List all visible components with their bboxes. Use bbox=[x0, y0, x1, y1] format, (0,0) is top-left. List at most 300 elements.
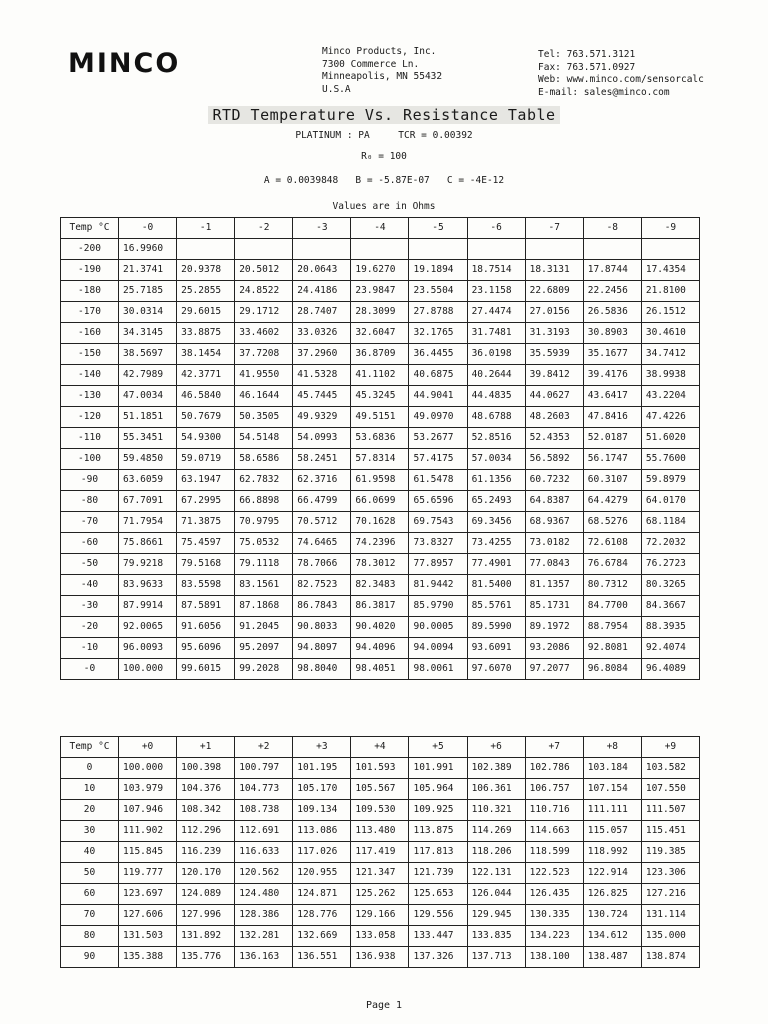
temperature-cell: -200 bbox=[61, 239, 119, 260]
resistance-cell: 121.739 bbox=[409, 863, 467, 884]
temperature-cell: -10 bbox=[61, 638, 119, 659]
resistance-cell: 81.1357 bbox=[525, 575, 583, 596]
resistance-cell: 21.8100 bbox=[641, 281, 699, 302]
column-header-temp: Temp °C bbox=[61, 218, 119, 239]
resistance-cell: 127.996 bbox=[177, 905, 235, 926]
resistance-cell: 107.946 bbox=[119, 800, 177, 821]
resistance-cell: 70.9795 bbox=[235, 512, 293, 533]
resistance-cell: 124.871 bbox=[293, 884, 351, 905]
temperature-cell: 10 bbox=[61, 779, 119, 800]
resistance-cell: 73.0182 bbox=[525, 533, 583, 554]
temperature-cell: -90 bbox=[61, 470, 119, 491]
resistance-cell: 33.8875 bbox=[177, 323, 235, 344]
temperature-cell: -60 bbox=[61, 533, 119, 554]
resistance-cell: 103.582 bbox=[641, 758, 699, 779]
resistance-cell: 78.3012 bbox=[351, 554, 409, 575]
resistance-cell: 43.2204 bbox=[641, 386, 699, 407]
resistance-cell: 93.6091 bbox=[467, 638, 525, 659]
resistance-cell: 112.296 bbox=[177, 821, 235, 842]
resistance-cell: 44.4835 bbox=[467, 386, 525, 407]
temperature-cell: 40 bbox=[61, 842, 119, 863]
column-header: -5 bbox=[409, 218, 467, 239]
resistance-cell: 51.1851 bbox=[119, 407, 177, 428]
resistance-cell: 23.9847 bbox=[351, 281, 409, 302]
temperature-cell: -100 bbox=[61, 449, 119, 470]
resistance-cell: 68.9367 bbox=[525, 512, 583, 533]
contact-email: E-mail: sales@minco.com bbox=[538, 86, 670, 98]
resistance-cell: 77.4901 bbox=[467, 554, 525, 575]
temperature-cell: -180 bbox=[61, 281, 119, 302]
resistance-cell: 17.4354 bbox=[641, 260, 699, 281]
resistance-cell: 122.914 bbox=[583, 863, 641, 884]
resistance-cell: 19.6270 bbox=[351, 260, 409, 281]
resistance-cell: 100.797 bbox=[235, 758, 293, 779]
resistance-cell: 123.306 bbox=[641, 863, 699, 884]
resistance-cell: 78.7066 bbox=[293, 554, 351, 575]
resistance-cell bbox=[351, 239, 409, 260]
resistance-cell: 40.6875 bbox=[409, 365, 467, 386]
minco-logo: MINCO bbox=[68, 48, 181, 79]
resistance-cell: 61.1356 bbox=[467, 470, 525, 491]
resistance-cell: 105.567 bbox=[351, 779, 409, 800]
resistance-cell: 60.7232 bbox=[525, 470, 583, 491]
column-header: -0 bbox=[119, 218, 177, 239]
table-row bbox=[61, 575, 700, 596]
resistance-cell: 79.9218 bbox=[119, 554, 177, 575]
resistance-cell: 114.269 bbox=[467, 821, 525, 842]
resistance-cell: 21.3741 bbox=[119, 260, 177, 281]
column-header: +2 bbox=[235, 737, 293, 758]
temperature-cell: -80 bbox=[61, 491, 119, 512]
temperature-cell: 50 bbox=[61, 863, 119, 884]
contact-fax: Fax: 763.571.0927 bbox=[538, 61, 636, 73]
table-row bbox=[61, 947, 700, 968]
resistance-cell: 109.134 bbox=[293, 800, 351, 821]
resistance-cell: 28.7407 bbox=[293, 302, 351, 323]
resistance-cell: 85.5761 bbox=[467, 596, 525, 617]
resistance-cell: 19.1894 bbox=[409, 260, 467, 281]
table-row bbox=[61, 596, 700, 617]
contact-phone: Tel: 763.571.3121 bbox=[538, 49, 636, 60]
resistance-cell: 94.8097 bbox=[293, 638, 351, 659]
table-row bbox=[61, 617, 700, 638]
resistance-cell: 118.206 bbox=[467, 842, 525, 863]
resistance-cell: 105.964 bbox=[409, 779, 467, 800]
resistance-cell: 74.6465 bbox=[293, 533, 351, 554]
table-row bbox=[61, 470, 700, 491]
resistance-cell: 58.6586 bbox=[235, 449, 293, 470]
resistance-cell: 67.7091 bbox=[119, 491, 177, 512]
temperature-cell: 30 bbox=[61, 821, 119, 842]
resistance-cell: 102.389 bbox=[467, 758, 525, 779]
resistance-cell: 83.1561 bbox=[235, 575, 293, 596]
resistance-cell: 116.239 bbox=[177, 842, 235, 863]
resistance-cell: 28.3099 bbox=[351, 302, 409, 323]
resistance-cell: 27.8788 bbox=[409, 302, 467, 323]
resistance-cell: 133.447 bbox=[409, 926, 467, 947]
column-header: -9 bbox=[641, 218, 699, 239]
resistance-cell: 107.550 bbox=[641, 779, 699, 800]
resistance-cell: 109.530 bbox=[351, 800, 409, 821]
resistance-cell: 22.6809 bbox=[525, 281, 583, 302]
resistance-cell: 62.7832 bbox=[235, 470, 293, 491]
resistance-cell: 20.0643 bbox=[293, 260, 351, 281]
resistance-cell: 137.713 bbox=[467, 947, 525, 968]
resistance-cell: 101.991 bbox=[409, 758, 467, 779]
table-header-row bbox=[61, 218, 700, 239]
table-row bbox=[61, 779, 700, 800]
table-row bbox=[61, 842, 700, 863]
resistance-cell: 51.6020 bbox=[641, 428, 699, 449]
resistance-cell: 81.5400 bbox=[467, 575, 525, 596]
resistance-cell: 84.3667 bbox=[641, 596, 699, 617]
resistance-cell: 35.1677 bbox=[583, 344, 641, 365]
resistance-cell: 82.7523 bbox=[293, 575, 351, 596]
resistance-cell: 30.4610 bbox=[641, 323, 699, 344]
resistance-cell: 66.8898 bbox=[235, 491, 293, 512]
resistance-cell: 57.0034 bbox=[467, 449, 525, 470]
resistance-cell: 64.0170 bbox=[641, 491, 699, 512]
resistance-cell: 122.523 bbox=[525, 863, 583, 884]
resistance-cell: 43.6417 bbox=[583, 386, 641, 407]
company-contact bbox=[538, 49, 704, 99]
column-header: -8 bbox=[583, 218, 641, 239]
table-row bbox=[61, 365, 700, 386]
column-header: -6 bbox=[467, 218, 525, 239]
resistance-cell: 133.058 bbox=[351, 926, 409, 947]
resistance-cell: 31.7481 bbox=[467, 323, 525, 344]
resistance-cell: 34.3145 bbox=[119, 323, 177, 344]
resistance-cell: 75.0532 bbox=[235, 533, 293, 554]
resistance-cell: 124.089 bbox=[177, 884, 235, 905]
resistance-cell: 41.1102 bbox=[351, 365, 409, 386]
resistance-cell: 135.388 bbox=[119, 947, 177, 968]
table-row bbox=[61, 659, 700, 680]
resistance-cell: 71.7954 bbox=[119, 512, 177, 533]
column-header: -2 bbox=[235, 218, 293, 239]
resistance-cell: 24.4186 bbox=[293, 281, 351, 302]
temperature-cell: -110 bbox=[61, 428, 119, 449]
resistance-cell: 59.8979 bbox=[641, 470, 699, 491]
resistance-cell: 24.8522 bbox=[235, 281, 293, 302]
resistance-cell: 129.945 bbox=[467, 905, 525, 926]
resistance-cell: 20.9378 bbox=[177, 260, 235, 281]
resistance-cell: 102.786 bbox=[525, 758, 583, 779]
resistance-cell: 134.612 bbox=[583, 926, 641, 947]
resistance-cell: 38.1454 bbox=[177, 344, 235, 365]
resistance-cell: 29.6015 bbox=[177, 302, 235, 323]
column-header: +0 bbox=[119, 737, 177, 758]
resistance-cell: 115.845 bbox=[119, 842, 177, 863]
resistance-cell: 103.979 bbox=[119, 779, 177, 800]
resistance-cell: 35.5939 bbox=[525, 344, 583, 365]
resistance-cell: 126.435 bbox=[525, 884, 583, 905]
resistance-cell: 17.8744 bbox=[583, 260, 641, 281]
resistance-cell: 113.480 bbox=[351, 821, 409, 842]
resistance-cell: 131.503 bbox=[119, 926, 177, 947]
temperature-cell: 60 bbox=[61, 884, 119, 905]
resistance-cell: 52.4353 bbox=[525, 428, 583, 449]
resistance-cell: 54.9300 bbox=[177, 428, 235, 449]
resistance-cell: 88.3935 bbox=[641, 617, 699, 638]
resistance-cell: 73.8327 bbox=[409, 533, 467, 554]
resistance-cell: 77.8957 bbox=[409, 554, 467, 575]
resistance-cell: 136.938 bbox=[351, 947, 409, 968]
resistance-cell: 113.875 bbox=[409, 821, 467, 842]
resistance-cell: 117.419 bbox=[351, 842, 409, 863]
temperature-cell: -30 bbox=[61, 596, 119, 617]
resistance-cell: 92.4074 bbox=[641, 638, 699, 659]
table-row bbox=[61, 533, 700, 554]
resistance-cell: 96.4089 bbox=[641, 659, 699, 680]
resistance-cell: 138.100 bbox=[525, 947, 583, 968]
resistance-cell: 27.4474 bbox=[467, 302, 525, 323]
resistance-cell: 70.5712 bbox=[293, 512, 351, 533]
table-row bbox=[61, 386, 700, 407]
resistance-cell: 44.0627 bbox=[525, 386, 583, 407]
table-row bbox=[61, 491, 700, 512]
resistance-cell bbox=[177, 239, 235, 260]
resistance-cell: 30.0314 bbox=[119, 302, 177, 323]
resistance-cell: 18.3131 bbox=[525, 260, 583, 281]
resistance-cell: 41.9550 bbox=[235, 365, 293, 386]
resistance-cell: 44.9041 bbox=[409, 386, 467, 407]
temperature-cell: -50 bbox=[61, 554, 119, 575]
resistance-cell: 23.5504 bbox=[409, 281, 467, 302]
resistance-cell: 64.8387 bbox=[525, 491, 583, 512]
resistance-cell: 74.2396 bbox=[351, 533, 409, 554]
resistance-cell: 39.4176 bbox=[583, 365, 641, 386]
resistance-cell: 110.716 bbox=[525, 800, 583, 821]
resistance-cell: 46.5840 bbox=[177, 386, 235, 407]
resistance-cell: 90.8033 bbox=[293, 617, 351, 638]
table-row bbox=[61, 260, 700, 281]
resistance-cell: 38.9938 bbox=[641, 365, 699, 386]
resistance-cell: 138.487 bbox=[583, 947, 641, 968]
resistance-cell: 61.9598 bbox=[351, 470, 409, 491]
resistance-cell: 135.000 bbox=[641, 926, 699, 947]
resistance-cell bbox=[293, 239, 351, 260]
resistance-cell: 42.7989 bbox=[119, 365, 177, 386]
resistance-cell: 47.4226 bbox=[641, 407, 699, 428]
resistance-cell: 61.5478 bbox=[409, 470, 467, 491]
table-row bbox=[61, 926, 700, 947]
resistance-cell: 72.2032 bbox=[641, 533, 699, 554]
resistance-cell: 117.813 bbox=[409, 842, 467, 863]
temperature-cell: -40 bbox=[61, 575, 119, 596]
resistance-cell: 46.1644 bbox=[235, 386, 293, 407]
resistance-cell: 134.223 bbox=[525, 926, 583, 947]
resistance-cell bbox=[409, 239, 467, 260]
resistance-cell: 40.2644 bbox=[467, 365, 525, 386]
resistance-cell: 77.0843 bbox=[525, 554, 583, 575]
temperature-cell: -140 bbox=[61, 365, 119, 386]
resistance-cell: 92.8081 bbox=[583, 638, 641, 659]
resistance-cell: 101.593 bbox=[351, 758, 409, 779]
resistance-cell: 87.9914 bbox=[119, 596, 177, 617]
resistance-cell: 88.7954 bbox=[583, 617, 641, 638]
resistance-cell bbox=[467, 239, 525, 260]
resistance-cell: 119.385 bbox=[641, 842, 699, 863]
resistance-cell: 100.000 bbox=[119, 758, 177, 779]
table-row bbox=[61, 512, 700, 533]
resistance-cell: 41.5328 bbox=[293, 365, 351, 386]
resistance-cell: 62.3716 bbox=[293, 470, 351, 491]
platinum-tcr-line: PLATINUM : PA TCR = 0.00392 bbox=[295, 130, 473, 141]
resistance-cell: 106.757 bbox=[525, 779, 583, 800]
temperature-cell: -130 bbox=[61, 386, 119, 407]
resistance-cell: 22.2456 bbox=[583, 281, 641, 302]
resistance-cell: 37.2960 bbox=[293, 344, 351, 365]
resistance-cell: 52.0187 bbox=[583, 428, 641, 449]
resistance-cell: 84.7700 bbox=[583, 596, 641, 617]
resistance-cell: 96.8084 bbox=[583, 659, 641, 680]
resistance-cell: 111.902 bbox=[119, 821, 177, 842]
resistance-cell: 135.776 bbox=[177, 947, 235, 968]
resistance-cell: 96.0093 bbox=[119, 638, 177, 659]
table-row bbox=[61, 302, 700, 323]
resistance-cell: 49.5151 bbox=[351, 407, 409, 428]
resistance-cell: 104.376 bbox=[177, 779, 235, 800]
resistance-cell: 32.1765 bbox=[409, 323, 467, 344]
resistance-cell: 60.3107 bbox=[583, 470, 641, 491]
resistance-cell: 115.451 bbox=[641, 821, 699, 842]
resistance-cell: 103.184 bbox=[583, 758, 641, 779]
negative-temperature-table bbox=[60, 217, 700, 680]
temperature-cell: 0 bbox=[61, 758, 119, 779]
resistance-cell: 86.7843 bbox=[293, 596, 351, 617]
column-header: -4 bbox=[351, 218, 409, 239]
resistance-cell: 111.111 bbox=[583, 800, 641, 821]
resistance-cell: 126.044 bbox=[467, 884, 525, 905]
resistance-cell: 91.6056 bbox=[177, 617, 235, 638]
resistance-cell: 129.556 bbox=[409, 905, 467, 926]
resistance-cell: 92.0065 bbox=[119, 617, 177, 638]
temperature-cell: -120 bbox=[61, 407, 119, 428]
resistance-cell: 23.1158 bbox=[467, 281, 525, 302]
resistance-cell: 80.7312 bbox=[583, 575, 641, 596]
resistance-cell: 90.4020 bbox=[351, 617, 409, 638]
table-header-row bbox=[61, 737, 700, 758]
resistance-cell: 18.7514 bbox=[467, 260, 525, 281]
resistance-cell: 25.7185 bbox=[119, 281, 177, 302]
resistance-cell: 124.480 bbox=[235, 884, 293, 905]
resistance-cell: 68.1184 bbox=[641, 512, 699, 533]
resistance-cell: 81.9442 bbox=[409, 575, 467, 596]
resistance-cell: 123.697 bbox=[119, 884, 177, 905]
table-row bbox=[61, 239, 700, 260]
resistance-cell: 91.2045 bbox=[235, 617, 293, 638]
resistance-cell: 64.4279 bbox=[583, 491, 641, 512]
column-header-temp: Temp °C bbox=[61, 737, 119, 758]
resistance-cell: 87.5891 bbox=[177, 596, 235, 617]
temperature-cell: 20 bbox=[61, 800, 119, 821]
resistance-cell: 132.281 bbox=[235, 926, 293, 947]
resistance-cell: 110.321 bbox=[467, 800, 525, 821]
resistance-cell: 128.386 bbox=[235, 905, 293, 926]
table-row bbox=[61, 863, 700, 884]
resistance-cell: 68.5276 bbox=[583, 512, 641, 533]
table-row bbox=[61, 554, 700, 575]
temperature-cell: 70 bbox=[61, 905, 119, 926]
resistance-cell: 57.8314 bbox=[351, 449, 409, 470]
resistance-cell: 97.2077 bbox=[525, 659, 583, 680]
resistance-cell: 99.6015 bbox=[177, 659, 235, 680]
resistance-cell: 122.131 bbox=[467, 863, 525, 884]
resistance-cell: 98.4051 bbox=[351, 659, 409, 680]
resistance-cell: 117.026 bbox=[293, 842, 351, 863]
resistance-cell: 89.5990 bbox=[467, 617, 525, 638]
resistance-cell: 55.7600 bbox=[641, 449, 699, 470]
resistance-cell: 49.0970 bbox=[409, 407, 467, 428]
resistance-cell: 32.6047 bbox=[351, 323, 409, 344]
column-header: +4 bbox=[351, 737, 409, 758]
table-row bbox=[61, 884, 700, 905]
resistance-cell: 16.9960 bbox=[119, 239, 177, 260]
resistance-cell: 125.653 bbox=[409, 884, 467, 905]
resistance-cell: 94.4096 bbox=[351, 638, 409, 659]
resistance-cell: 85.9790 bbox=[409, 596, 467, 617]
temperature-cell: -160 bbox=[61, 323, 119, 344]
resistance-cell: 108.342 bbox=[177, 800, 235, 821]
address-line: 7300 Commerce Ln. bbox=[322, 58, 420, 70]
resistance-cell: 69.3456 bbox=[467, 512, 525, 533]
temperature-cell: -150 bbox=[61, 344, 119, 365]
resistance-cell: 126.825 bbox=[583, 884, 641, 905]
resistance-cell: 36.8709 bbox=[351, 344, 409, 365]
resistance-cell: 82.3483 bbox=[351, 575, 409, 596]
resistance-cell: 95.6096 bbox=[177, 638, 235, 659]
resistance-cell: 120.955 bbox=[293, 863, 351, 884]
resistance-cell: 30.8903 bbox=[583, 323, 641, 344]
resistance-cell: 107.154 bbox=[583, 779, 641, 800]
resistance-cell: 50.7679 bbox=[177, 407, 235, 428]
resistance-cell: 34.7412 bbox=[641, 344, 699, 365]
temperature-cell: 80 bbox=[61, 926, 119, 947]
resistance-cell: 54.0993 bbox=[293, 428, 351, 449]
resistance-cell: 45.7445 bbox=[293, 386, 351, 407]
resistance-cell: 54.5148 bbox=[235, 428, 293, 449]
resistance-cell: 63.1947 bbox=[177, 470, 235, 491]
resistance-cell: 26.1512 bbox=[641, 302, 699, 323]
address-line: Minco Products, Inc. bbox=[322, 46, 437, 57]
resistance-cell: 115.057 bbox=[583, 821, 641, 842]
resistance-cell: 104.773 bbox=[235, 779, 293, 800]
resistance-cell: 98.0061 bbox=[409, 659, 467, 680]
temperature-cell: -170 bbox=[61, 302, 119, 323]
resistance-cell: 130.724 bbox=[583, 905, 641, 926]
table-row bbox=[61, 758, 700, 779]
resistance-cell: 132.669 bbox=[293, 926, 351, 947]
resistance-cell: 66.4799 bbox=[293, 491, 351, 512]
resistance-cell: 85.1731 bbox=[525, 596, 583, 617]
table-row bbox=[61, 800, 700, 821]
table-row bbox=[61, 407, 700, 428]
resistance-cell: 80.3265 bbox=[641, 575, 699, 596]
table-row bbox=[61, 281, 700, 302]
resistance-cell: 125.262 bbox=[351, 884, 409, 905]
resistance-cell: 116.633 bbox=[235, 842, 293, 863]
table-row bbox=[61, 638, 700, 659]
temperature-cell: -190 bbox=[61, 260, 119, 281]
temperature-cell: -20 bbox=[61, 617, 119, 638]
resistance-cell: 109.925 bbox=[409, 800, 467, 821]
resistance-cell: 39.8412 bbox=[525, 365, 583, 386]
resistance-cell: 83.9633 bbox=[119, 575, 177, 596]
resistance-cell: 118.992 bbox=[583, 842, 641, 863]
resistance-cell: 131.892 bbox=[177, 926, 235, 947]
temperature-cell: -70 bbox=[61, 512, 119, 533]
